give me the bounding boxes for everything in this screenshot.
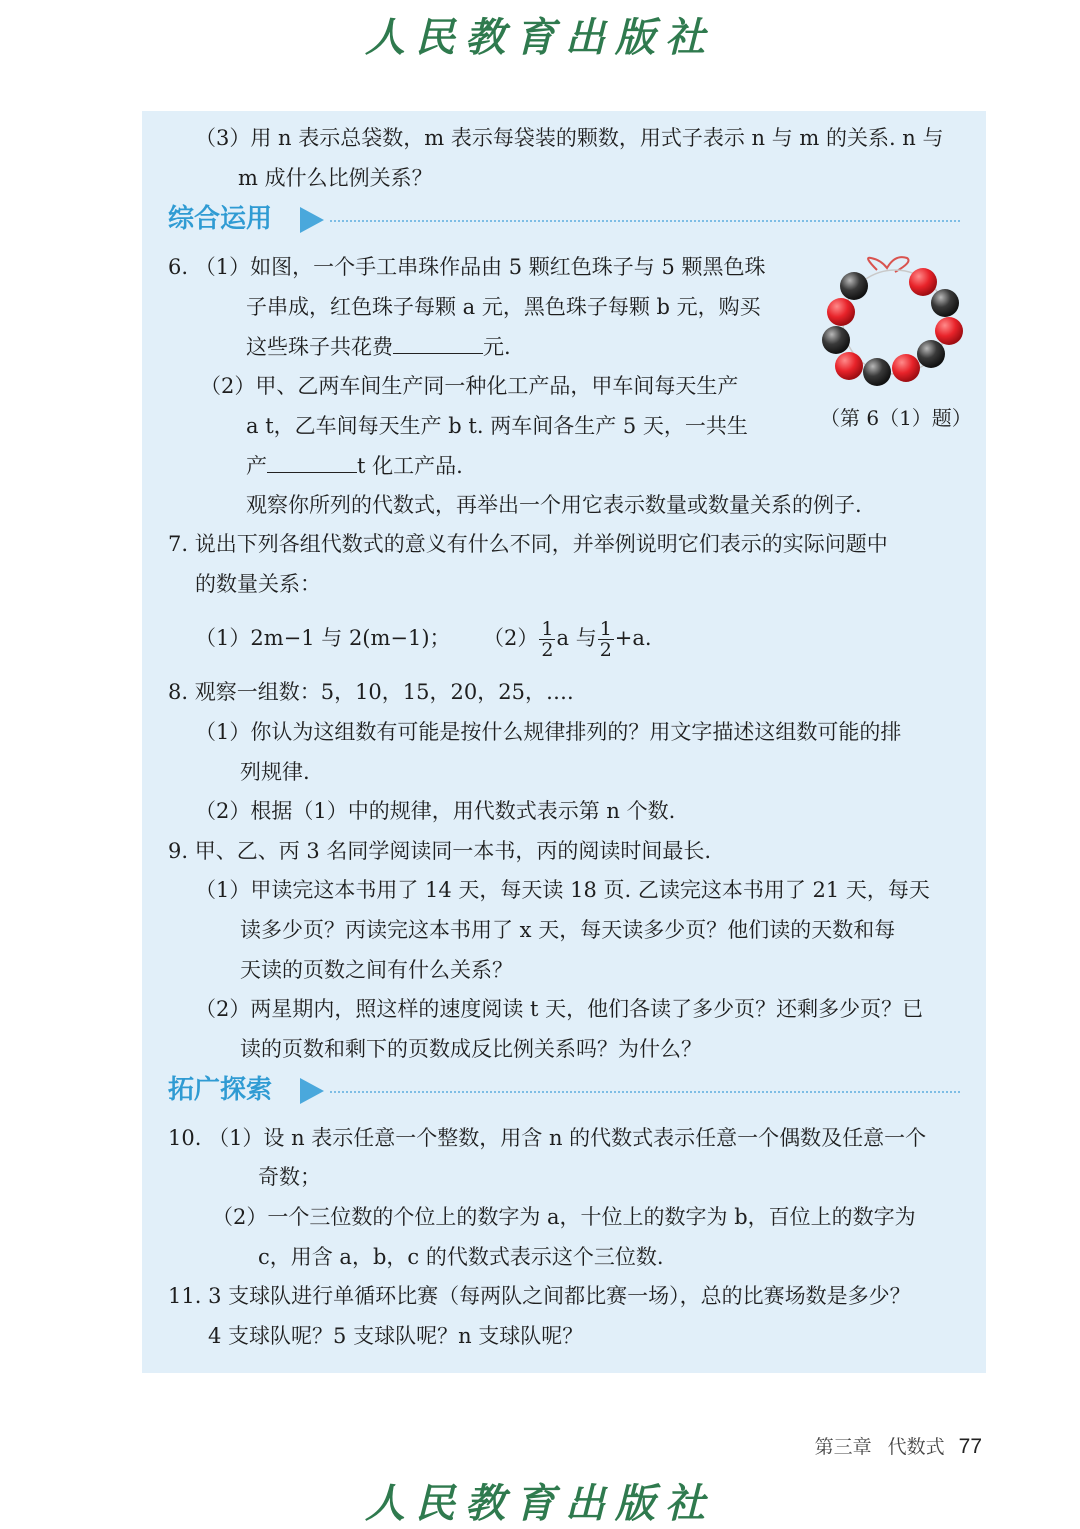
bead-red bbox=[835, 352, 863, 380]
fraction-one-half: $\frac{1}{2}$ bbox=[599, 618, 612, 661]
q6-answer-blank-2[interactable] bbox=[267, 472, 357, 473]
q9-line2: （1）甲读完这本书用了 14 天，每天读 18 页. 乙读完这本书用了 21 天，每天 bbox=[195, 878, 930, 902]
q8-line1: 8. 观察一组数：5，10，15，20，25，…. bbox=[168, 680, 574, 704]
q9-line5: （2）两星期内，照这样的速度阅读 t 天，他们各读了多少页？还剩多少页？已 bbox=[195, 997, 924, 1021]
q7-part1: （1）2m−1 与 2(m−1)； bbox=[195, 626, 451, 650]
q10-line1: 10. （1）设 n 表示任意一个整数，用含 n 的代数式表示任意一个偶数及任意一个 bbox=[168, 1126, 927, 1150]
q8-line2: （1）你认为这组数有可能是按什么规律排列的？用文字描述这组数可能的排 bbox=[195, 720, 902, 744]
bead-black bbox=[822, 326, 850, 354]
figure-caption: （第 6（1）题） bbox=[820, 406, 972, 430]
chapter-title: 代数式 bbox=[887, 1436, 945, 1458]
chapter-label: 第三章 bbox=[814, 1436, 872, 1458]
q7-line1: 7. 说出下列各组代数式的意义有什么不同，并举例说明它们表示的实际问题中 bbox=[168, 532, 888, 556]
publisher-watermark-top: 人民教育出版社 bbox=[365, 14, 715, 61]
bead-necklace-illustration bbox=[815, 252, 975, 392]
section-divider bbox=[330, 220, 960, 222]
q9-line1: 9. 甲、乙、丙 3 名同学阅读同一本书，丙的阅读时间最长. bbox=[168, 839, 712, 863]
q8-line4: （2）根据（1）中的规律，用代数式表示第 n 个数. bbox=[195, 799, 676, 823]
q9-line6: 读的页数和剩下的页数成反比例关系吗？为什么？ bbox=[240, 1037, 702, 1061]
intro-q3-line2: m 成什么比例关系？ bbox=[238, 166, 433, 190]
q6-line4: （2）甲、乙两车间生产同一种化工产品，甲车间每天生产 bbox=[200, 374, 739, 398]
q10-line2: 奇数； bbox=[258, 1165, 321, 1189]
section-arrow-icon bbox=[300, 207, 324, 233]
bead-red bbox=[909, 268, 937, 296]
section-title-comprehensive: 综合运用 bbox=[168, 204, 273, 234]
publisher-watermark-bottom: 人民教育出版社 bbox=[365, 1480, 715, 1527]
bead-black bbox=[840, 272, 868, 300]
q11-line2: 4 支球队呢？5 支球队呢？n 支球队呢？ bbox=[208, 1324, 584, 1348]
q6-line2: 子串成，红色珠子每颗 a 元，黑色珠子每颗 b 元，购买 bbox=[246, 295, 761, 319]
q6-line1: 6. （1）如图，一个手工串珠作品由 5 颗红色珠子与 5 颗黑色珠 bbox=[168, 255, 766, 279]
fraction-one-half: $\frac{1}{2}$ bbox=[541, 618, 554, 661]
q6-line3: 这些珠子共花费 元. bbox=[246, 335, 511, 359]
bead-black bbox=[863, 358, 891, 386]
q7-line2: 的数量关系： bbox=[195, 572, 321, 596]
bead-red bbox=[935, 317, 963, 345]
q7-part2: （2） $\frac{1}{2}$ a 与 $\frac{1}{2}$ +a. bbox=[483, 618, 652, 661]
q8-line3: 列规律. bbox=[240, 760, 310, 784]
q11-line1: 11. 3 支球队进行单循环比赛（每两队之间都比赛一场），总的比赛场数是多少？ bbox=[168, 1284, 911, 1308]
bead-red bbox=[892, 354, 920, 382]
page-footer bbox=[815, 1432, 982, 1459]
section-arrow-icon bbox=[300, 1078, 324, 1104]
q6-answer-blank-1[interactable] bbox=[393, 353, 483, 354]
q10-line4: c，用含 a，b，c 的代数式表示这个三位数. bbox=[258, 1245, 664, 1269]
q9-line4: 天读的页数之间有什么关系？ bbox=[240, 958, 513, 982]
q6-line6: 产 t 化工产品. bbox=[246, 454, 463, 478]
bead-black bbox=[931, 289, 959, 317]
intro-q3-line1: （3）用 n 表示总袋数，m 表示每袋装的颗数，用式子表示 n 与 m 的关系. n 与 bbox=[195, 126, 944, 150]
bead-black bbox=[917, 340, 945, 368]
bead-red bbox=[827, 298, 855, 326]
section-title-extension: 拓广探索 bbox=[168, 1075, 273, 1105]
q9-line3: 读多少页？丙读完这本书用了 x 天，每天读多少页？他们读的天数和每 bbox=[240, 918, 896, 942]
q10-line3: （2）一个三位数的个位上的数字为 a，十位上的数字为 b，百位上的数字为 bbox=[212, 1205, 916, 1229]
q6-line7: 观察你所列的代数式，再举出一个用它表示数量或数量关系的例子. bbox=[246, 493, 862, 517]
section-divider bbox=[330, 1091, 960, 1093]
q6-line5: a t，乙车间每天生产 b t. 两车间各生产 5 天，一共生 bbox=[246, 414, 748, 438]
page-number: 77 bbox=[958, 1435, 982, 1458]
